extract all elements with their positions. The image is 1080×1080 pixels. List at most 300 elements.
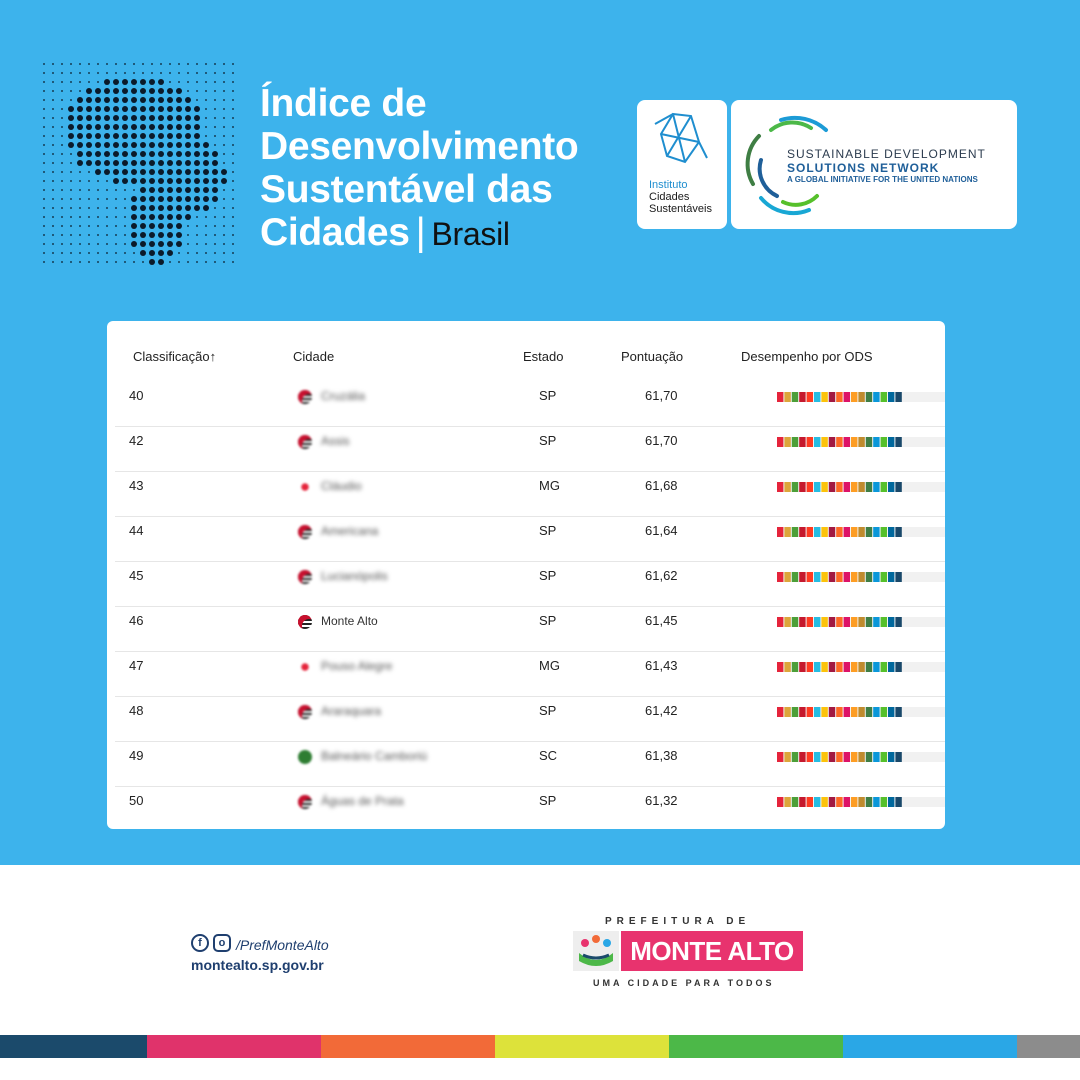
map-dot xyxy=(232,63,234,65)
map-dot xyxy=(223,162,225,164)
map-dot xyxy=(169,72,171,74)
map-dot xyxy=(223,108,225,110)
map-dot xyxy=(232,117,234,119)
map-dot xyxy=(185,169,191,175)
title-country: Brasil xyxy=(431,216,510,252)
map-dot xyxy=(185,205,191,211)
map-dot xyxy=(124,198,126,200)
ods-segment xyxy=(881,482,887,492)
ods-segment xyxy=(888,392,894,402)
score-cell: 61,62 xyxy=(645,568,678,583)
ods-performance-bar xyxy=(777,392,945,402)
map-dot xyxy=(214,243,216,245)
city-cell[interactable]: Cruzália xyxy=(321,389,366,403)
map-dot xyxy=(52,252,54,254)
map-dot xyxy=(185,106,191,112)
city-cell[interactable]: Araraquara xyxy=(321,704,382,718)
map-dot xyxy=(158,151,164,157)
map-dot xyxy=(223,81,225,83)
map-dot xyxy=(52,72,54,74)
map-dot xyxy=(68,142,74,148)
map-dot xyxy=(95,142,101,148)
map-dot xyxy=(122,115,128,121)
map-dot xyxy=(185,160,191,166)
map-dot xyxy=(232,198,234,200)
map-dot xyxy=(133,252,135,254)
map-dot xyxy=(43,63,45,65)
ods-segment xyxy=(821,392,827,402)
ods-segment xyxy=(851,662,857,672)
ods-segment xyxy=(792,437,798,447)
ods-segment xyxy=(829,482,835,492)
map-dot xyxy=(79,198,81,200)
table-row[interactable] xyxy=(115,697,945,742)
map-dot xyxy=(194,196,200,202)
map-dot xyxy=(77,133,83,139)
ods-segment xyxy=(895,797,901,807)
map-dot xyxy=(61,162,63,164)
ods-segment xyxy=(866,617,872,627)
map-dot xyxy=(205,234,207,236)
map-dot xyxy=(149,106,155,112)
map-dot xyxy=(178,81,180,83)
map-dot xyxy=(61,99,63,101)
rank-cell: 45 xyxy=(129,568,144,583)
map-dot xyxy=(140,151,146,157)
map-dot xyxy=(52,207,54,209)
state-flag-icon xyxy=(298,705,312,719)
map-dot xyxy=(149,187,155,193)
map-dot xyxy=(196,216,198,218)
map-dot xyxy=(113,79,119,85)
map-dot xyxy=(131,223,137,229)
ods-segment xyxy=(866,707,872,717)
ods-segment xyxy=(881,437,887,447)
map-dot xyxy=(122,160,128,166)
table-row[interactable] xyxy=(115,742,945,787)
map-dot xyxy=(149,178,155,184)
ods-segment xyxy=(829,752,835,762)
map-dot xyxy=(131,205,137,211)
ods-segment xyxy=(888,707,894,717)
map-dot xyxy=(68,115,74,121)
map-dot xyxy=(176,142,182,148)
map-dot xyxy=(131,160,137,166)
map-dot xyxy=(124,63,126,65)
city-cell[interactable]: Americana xyxy=(321,524,379,538)
table-row[interactable] xyxy=(115,427,945,472)
map-dot xyxy=(95,160,101,166)
map-dot xyxy=(158,250,164,256)
ods-segment xyxy=(844,662,850,672)
map-dot xyxy=(95,124,101,130)
city-cell[interactable]: Pouso Alegre xyxy=(321,659,393,673)
map-dot xyxy=(160,63,162,65)
map-dot xyxy=(70,99,72,101)
map-dot xyxy=(212,169,218,175)
ods-segment xyxy=(858,707,864,717)
map-dot xyxy=(79,207,81,209)
map-dot xyxy=(133,72,135,74)
map-dot xyxy=(149,88,155,94)
map-dot xyxy=(178,261,180,263)
map-dot xyxy=(167,97,173,103)
column-header-city[interactable]: Cidade xyxy=(293,349,335,364)
map-dot xyxy=(149,124,155,130)
city-cell[interactable]: Águas de Prata xyxy=(321,794,404,808)
rank-cell: 50 xyxy=(129,793,144,808)
ods-segment xyxy=(858,392,864,402)
sdsn-logo-card xyxy=(731,100,1017,229)
state-cell: SP xyxy=(539,433,557,448)
map-dot xyxy=(131,241,137,247)
table-row[interactable] xyxy=(115,382,945,427)
map-dot xyxy=(61,198,63,200)
ods-segment xyxy=(851,752,857,762)
map-dot xyxy=(79,189,81,191)
ods-segment xyxy=(799,437,805,447)
city-cell[interactable]: Assis xyxy=(321,434,350,448)
map-dot xyxy=(205,261,207,263)
map-dot xyxy=(149,151,155,157)
map-dot xyxy=(86,115,92,121)
map-dot xyxy=(43,252,45,254)
map-dot xyxy=(61,171,63,173)
map-dot xyxy=(70,189,72,191)
map-dot xyxy=(124,261,126,263)
ods-segment xyxy=(888,572,894,582)
map-dot xyxy=(97,189,99,191)
logo-top-text: PREFEITURA DE xyxy=(605,916,751,927)
map-dot xyxy=(131,169,137,175)
map-dot xyxy=(169,261,171,263)
map-dot xyxy=(77,142,83,148)
table-row[interactable] xyxy=(115,607,945,652)
ods-segment xyxy=(858,797,864,807)
ods-segment xyxy=(895,707,901,717)
map-dot xyxy=(52,261,54,263)
map-dot xyxy=(86,142,92,148)
map-dot xyxy=(232,189,234,191)
ods-segment xyxy=(836,482,842,492)
map-dot xyxy=(43,117,45,119)
ods-segment xyxy=(873,392,879,402)
map-dot xyxy=(167,133,173,139)
map-dot xyxy=(115,198,117,200)
logo-name: MONTE ALTO xyxy=(621,931,803,971)
map-dot xyxy=(43,144,45,146)
map-dot xyxy=(77,97,83,103)
ics-logo-card xyxy=(637,100,727,229)
ods-segment xyxy=(784,662,790,672)
ods-segment xyxy=(851,707,857,717)
map-dot xyxy=(122,88,128,94)
ods-segment xyxy=(873,482,879,492)
map-dot xyxy=(178,72,180,74)
map-dot xyxy=(106,189,108,191)
map-dot xyxy=(115,234,117,236)
sdsn-line-2: SOLUTIONS NETWORK xyxy=(787,161,940,175)
map-dot xyxy=(113,133,119,139)
map-dot xyxy=(70,234,72,236)
table-row[interactable] xyxy=(115,517,945,562)
ods-segment xyxy=(866,797,872,807)
map-dot xyxy=(196,261,198,263)
map-dot xyxy=(205,63,207,65)
city-cell[interactable]: Cláudio xyxy=(321,479,362,493)
map-dot xyxy=(185,133,191,139)
map-dot xyxy=(205,90,207,92)
ods-segment xyxy=(851,392,857,402)
map-dot xyxy=(52,189,54,191)
map-dot xyxy=(106,234,108,236)
map-dot xyxy=(113,88,119,94)
column-header-rank[interactable]: Classificação↑ xyxy=(133,349,217,364)
facebook-icon[interactable]: f xyxy=(191,934,209,952)
instagram-icon[interactable]: o xyxy=(213,934,231,952)
map-dot xyxy=(176,106,182,112)
map-dot xyxy=(86,97,92,103)
ods-segment xyxy=(851,797,857,807)
map-dot xyxy=(106,243,108,245)
column-header-ods[interactable]: Desempenho por ODS xyxy=(741,349,873,364)
ods-segment xyxy=(836,617,842,627)
ods-segment xyxy=(836,392,842,402)
map-dot xyxy=(52,171,54,173)
map-dot xyxy=(205,72,207,74)
table-row[interactable] xyxy=(115,562,945,607)
map-dot xyxy=(232,171,234,173)
map-dot xyxy=(187,261,189,263)
map-dot xyxy=(68,133,74,139)
table-row[interactable] xyxy=(115,472,945,517)
prefeitura-logo xyxy=(571,915,803,990)
map-dot xyxy=(232,153,234,155)
map-dot xyxy=(149,250,155,256)
website-link[interactable]: montealto.sp.gov.br xyxy=(191,957,324,973)
ods-segment xyxy=(807,482,813,492)
ods-segment xyxy=(895,752,901,762)
map-dot xyxy=(43,171,45,173)
map-dot xyxy=(124,252,126,254)
map-dot xyxy=(113,178,119,184)
map-dot xyxy=(86,133,92,139)
stripe-segment xyxy=(147,1035,321,1058)
map-dot xyxy=(61,63,63,65)
city-cell[interactable]: Monte Alto xyxy=(321,614,378,628)
map-dot xyxy=(178,63,180,65)
map-dot xyxy=(187,234,189,236)
ods-segment xyxy=(844,797,850,807)
ods-segment xyxy=(866,527,872,537)
map-dot xyxy=(97,63,99,65)
map-dot xyxy=(115,243,117,245)
ods-segment xyxy=(881,797,887,807)
map-dot xyxy=(158,160,164,166)
city-cell[interactable]: Lucianópolis xyxy=(321,569,388,583)
ods-segment xyxy=(866,437,872,447)
map-dot xyxy=(214,108,216,110)
ods-segment xyxy=(784,437,790,447)
map-dot xyxy=(232,252,234,254)
ods-segment xyxy=(844,752,850,762)
map-dot xyxy=(205,81,207,83)
page-title xyxy=(260,82,578,256)
map-dot xyxy=(131,151,137,157)
map-dot xyxy=(149,133,155,139)
ods-segment xyxy=(821,527,827,537)
map-dot xyxy=(203,178,209,184)
ods-segment xyxy=(895,437,901,447)
map-dot xyxy=(52,126,54,128)
ods-segment xyxy=(844,617,850,627)
map-dot xyxy=(86,124,92,130)
map-dot xyxy=(212,178,218,184)
map-dot xyxy=(194,115,200,121)
ods-segment xyxy=(881,662,887,672)
map-dot xyxy=(88,234,90,236)
map-dot xyxy=(167,214,173,220)
map-dot xyxy=(203,142,209,148)
map-dot xyxy=(232,90,234,92)
state-cell: SP xyxy=(539,388,557,403)
ods-segment xyxy=(836,707,842,717)
map-dot xyxy=(106,216,108,218)
ods-segment xyxy=(888,617,894,627)
map-dot xyxy=(187,81,189,83)
map-dot xyxy=(61,81,63,83)
map-dot xyxy=(149,196,155,202)
map-dot xyxy=(86,151,92,157)
ods-segment xyxy=(792,527,798,537)
map-dot xyxy=(77,115,83,121)
map-dot xyxy=(158,223,164,229)
title-line-2: Desenvolvimento xyxy=(260,125,579,168)
table-row[interactable] xyxy=(115,787,945,829)
map-dot xyxy=(232,216,234,218)
map-dot xyxy=(214,144,216,146)
state-flag-icon xyxy=(298,570,312,584)
ods-segment xyxy=(821,437,827,447)
map-dot xyxy=(214,207,216,209)
map-dot xyxy=(97,225,99,227)
ods-segment xyxy=(821,617,827,627)
map-dot xyxy=(185,142,191,148)
ods-segment xyxy=(895,392,901,402)
map-dot xyxy=(140,106,146,112)
map-dot xyxy=(167,250,173,256)
map-dot xyxy=(223,126,225,128)
map-dot xyxy=(115,216,117,218)
score-cell: 61,70 xyxy=(645,433,678,448)
map-dot xyxy=(176,205,182,211)
state-flag-icon xyxy=(298,615,312,629)
state-cell: SP xyxy=(539,523,557,538)
column-header-score[interactable]: Pontuação xyxy=(621,349,684,364)
map-dot xyxy=(214,216,216,218)
rank-cell: 49 xyxy=(129,748,144,763)
map-dot xyxy=(232,144,234,146)
map-dot xyxy=(79,234,81,236)
city-cell[interactable]: Balneário Camboriú xyxy=(321,749,428,763)
map-dot xyxy=(232,234,234,236)
map-dot xyxy=(52,90,54,92)
ods-segment xyxy=(807,617,813,627)
ods-segment xyxy=(799,707,805,717)
map-dot xyxy=(223,144,225,146)
map-dot xyxy=(196,63,198,65)
map-dot xyxy=(104,115,110,121)
map-dot xyxy=(149,97,155,103)
map-dot xyxy=(196,90,198,92)
map-dot xyxy=(176,169,182,175)
map-dot xyxy=(97,207,99,209)
ics-line-1: Instituto xyxy=(649,179,688,191)
ods-segment xyxy=(873,797,879,807)
map-dot xyxy=(149,142,155,148)
map-dot xyxy=(205,216,207,218)
sdsn-line-3: A GLOBAL INITIATIVE FOR THE UNITED NATIONS xyxy=(787,175,978,184)
map-dot xyxy=(52,81,54,83)
social-handle[interactable]: /PrefMonteAlto xyxy=(236,937,329,953)
map-dot xyxy=(43,153,45,155)
column-header-state[interactable]: Estado xyxy=(523,349,564,364)
map-dot xyxy=(212,160,218,166)
map-dot xyxy=(185,187,191,193)
map-dot xyxy=(187,72,189,74)
map-dot xyxy=(158,133,164,139)
map-dot xyxy=(113,97,119,103)
map-dot xyxy=(43,243,45,245)
map-dot xyxy=(43,225,45,227)
map-dot xyxy=(158,106,164,112)
map-dot xyxy=(79,81,81,83)
map-dot xyxy=(149,241,155,247)
map-dot xyxy=(142,72,144,74)
map-dot xyxy=(61,72,63,74)
ods-segment xyxy=(851,617,857,627)
map-dot xyxy=(133,63,135,65)
map-dot xyxy=(61,189,63,191)
map-dot xyxy=(176,223,182,229)
ods-segment xyxy=(814,437,820,447)
map-dot xyxy=(176,97,182,103)
map-dot xyxy=(106,72,108,74)
map-dot xyxy=(158,97,164,103)
map-dot xyxy=(205,243,207,245)
map-dot xyxy=(185,196,191,202)
table-row[interactable] xyxy=(115,652,945,697)
map-dot xyxy=(167,241,173,247)
map-dot xyxy=(232,72,234,74)
map-dot xyxy=(122,133,128,139)
map-dot xyxy=(187,90,189,92)
map-dot xyxy=(176,187,182,193)
map-dot xyxy=(196,72,198,74)
map-dot xyxy=(88,81,90,83)
ods-segment xyxy=(844,392,850,402)
map-dot xyxy=(223,198,225,200)
map-dot xyxy=(97,243,99,245)
map-dot xyxy=(124,243,126,245)
map-dot xyxy=(61,90,63,92)
map-dot xyxy=(140,196,146,202)
map-dot xyxy=(185,124,191,130)
map-dot xyxy=(214,81,216,83)
map-dot xyxy=(149,214,155,220)
map-dot xyxy=(194,169,200,175)
map-dot xyxy=(106,252,108,254)
